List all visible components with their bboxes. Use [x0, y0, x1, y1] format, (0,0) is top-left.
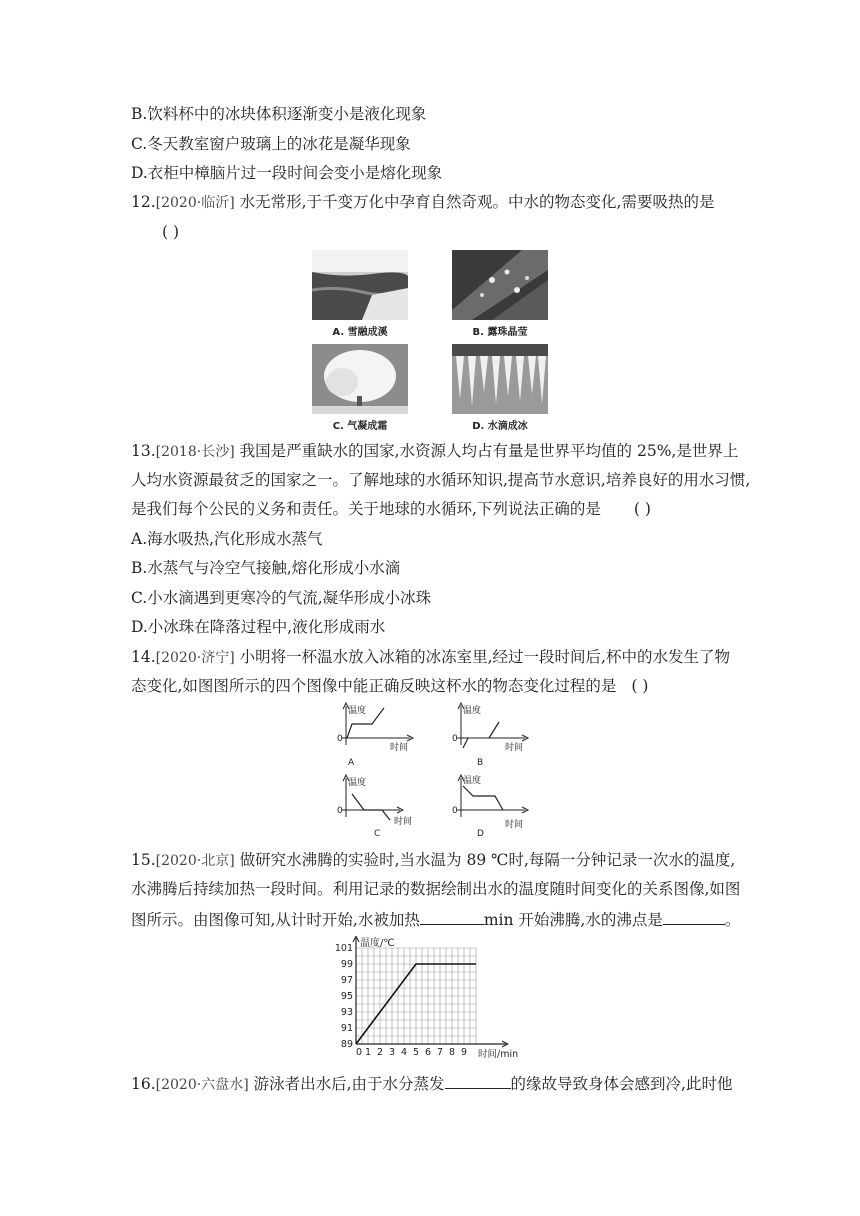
graph-a-ylabel: 温度	[348, 706, 367, 716]
x-tick-label: 5	[412, 1047, 420, 1058]
photo-caption-a: A. 雪融成溪	[332, 327, 388, 338]
photo-dew-drops	[452, 250, 548, 320]
answer-paren: ( )	[633, 500, 651, 518]
question-text: 水无常形,于千变万化中孕育自然奇观。中水的物态变化,需要吸热的是	[239, 193, 715, 211]
q14-graphs	[318, 700, 548, 840]
x-axis-label: 时间/min	[478, 1049, 519, 1060]
y-tick-label: 101	[334, 943, 353, 954]
graph-d	[452, 774, 528, 839]
q13-option-d: D.小冰珠在降落过程中,液化形成雨水	[131, 618, 386, 636]
graph-c-letter: C	[374, 829, 381, 839]
x-tick-label: 9	[460, 1047, 468, 1058]
graph-b-origin: 0	[452, 734, 458, 744]
graph-b-ylabel: 温度	[463, 706, 482, 716]
graph-b-xlabel: 时间	[505, 743, 524, 753]
question-source: [2018·长沙]	[155, 444, 235, 460]
question-source: [2020·临沂]	[155, 195, 235, 211]
graph-c	[337, 775, 412, 839]
question-number: 13.	[131, 442, 156, 460]
question-text: min 开始沸腾,水的沸点是	[483, 911, 663, 929]
answer-blank-boil-time[interactable]	[420, 909, 484, 925]
q15-stem-line1	[131, 850, 735, 871]
question-text: 做研究水沸腾的实验时,当水温为 89 ℃时,每隔一分钟记录一次水的温度,	[239, 851, 736, 869]
y-axis-label: 温度/℃	[360, 938, 395, 949]
question-text: 。	[724, 911, 741, 929]
photo-caption-d: D. 水滴成冰	[472, 421, 528, 432]
question-number: 12.	[131, 193, 156, 211]
question-text: 游泳者出水后,由于水分蒸发	[253, 1075, 445, 1093]
graph-d-letter: D	[477, 829, 484, 839]
question-text: 小明将一杯温水放入冰箱的冰冻室里,经过一段时间后,杯中的水发生了物	[239, 648, 730, 666]
answer-blank-evaporation[interactable]	[445, 1073, 511, 1089]
graph-a-origin: 0	[337, 734, 343, 744]
question-source: [2020·济宁]	[155, 650, 235, 666]
graph-a-xlabel: 时间	[390, 743, 409, 753]
q15-stem-line3	[131, 909, 740, 930]
x-tick-label: 3	[388, 1047, 396, 1058]
q13-stem-line1	[131, 441, 738, 462]
question-source: [2020·北京]	[155, 853, 235, 869]
q13-option-c: C.小水滴遇到更寒冷的气流,凝华形成小冰珠	[131, 589, 432, 607]
q13-option-b: B.水蒸气与冷空气接触,熔化形成小水滴	[131, 559, 401, 577]
q12-stem	[131, 192, 714, 213]
photo-caption-b: B. 露珠晶莹	[472, 327, 528, 338]
photo-frost-tree	[312, 344, 408, 414]
answer-paren: ( )	[631, 677, 649, 695]
y-tick-label: 95	[340, 991, 353, 1002]
answer-blank-boiling-point[interactable]	[663, 909, 725, 925]
q11-option-d: D.衣柜中樟脑片过一段时间会变小是熔化现象	[131, 164, 443, 182]
answer-paren: ( )	[162, 223, 180, 241]
y-tick-label: 99	[340, 959, 353, 970]
question-source: [2020·六盘水]	[155, 1077, 249, 1093]
q14-stem-line2	[131, 676, 648, 696]
q13-option-a: A.海水吸热,汽化形成水蒸气	[131, 530, 323, 548]
question-number: 15.	[131, 851, 156, 869]
x-tick-label: 1	[364, 1047, 372, 1058]
q13-stem-line2: 人均水资源最贫乏的国家之一。了解地球的水循环知识,提高节水意识,培养良好的用水习惯,	[131, 471, 751, 489]
x-tick-label: 2	[376, 1047, 384, 1058]
x-tick-label: 4	[400, 1047, 408, 1058]
graph-d-xlabel: 时间	[505, 820, 524, 830]
question-text: 图所示。由图像可知,从计时开始,水被加热	[131, 911, 420, 929]
graph-a	[337, 703, 413, 768]
graph-c-ylabel: 温度	[348, 778, 367, 788]
photo-snow-melting-stream	[312, 250, 408, 320]
question-text: 是我们每个公民的义务和责任。关于地球的水循环,下列说法正确的是	[131, 500, 601, 518]
graph-b	[452, 703, 528, 768]
y-tick-label: 91	[340, 1023, 353, 1034]
question-text: 的缘故导致身体会感到冷,此时他	[510, 1075, 733, 1093]
graph-c-xlabel: 时间	[394, 817, 413, 827]
x-tick-label: 7	[436, 1047, 444, 1058]
q14-stem-line1	[131, 647, 730, 668]
photo-icicles	[452, 344, 548, 414]
photo-caption-c: C. 气凝成霜	[332, 421, 388, 432]
graph-d-origin: 0	[452, 806, 458, 816]
q15-temperature-chart	[330, 936, 530, 1060]
graph-d-ylabel: 温度	[463, 776, 482, 786]
q16-stem-line1	[131, 1073, 732, 1095]
q11-option-b: B.饮料杯中的冰块体积逐渐变小是液化现象	[131, 105, 427, 123]
x-tick-label: 0	[355, 1047, 363, 1058]
y-tick-label: 89	[340, 1039, 353, 1050]
q13-stem-line3	[131, 499, 651, 519]
x-tick-label: 8	[448, 1047, 456, 1058]
x-tick-label: 6	[424, 1047, 432, 1058]
q15-stem-line2: 水沸腾后持续加热一段时间。利用记录的数据绘制出水的温度随时间变化的关系图像,如图	[131, 880, 741, 898]
question-number: 16.	[131, 1075, 156, 1093]
y-tick-label: 93	[340, 1007, 353, 1018]
q11-option-c: C.冬天教室窗户玻璃上的冰花是凝华现象	[131, 135, 411, 153]
question-text: 态变化,如图图所示的四个图像中能正确反映这杯水的物态变化过程的是	[131, 677, 617, 695]
question-text: 我国是严重缺水的国家,水资源人均占有量是世界平均值的 25%,是世界上	[239, 442, 739, 460]
graph-b-letter: B	[477, 758, 484, 768]
graph-c-origin: 0	[337, 806, 343, 816]
y-tick-label: 97	[340, 975, 353, 986]
question-number: 14.	[131, 648, 156, 666]
graph-a-letter: A	[348, 758, 355, 768]
